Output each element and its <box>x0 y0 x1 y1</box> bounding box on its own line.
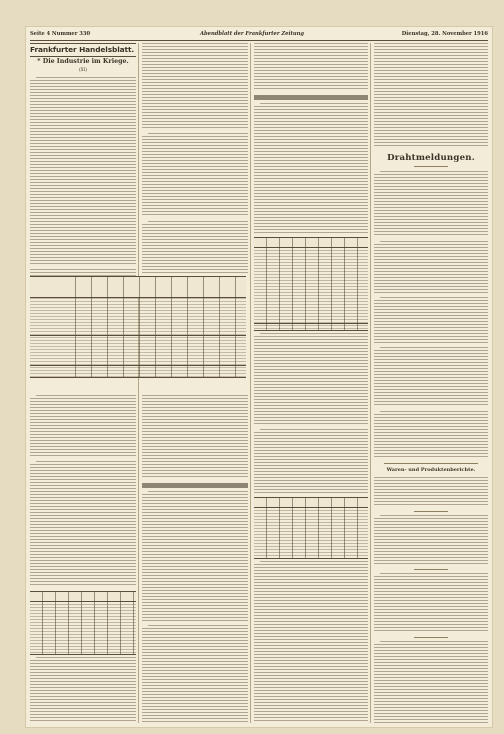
telegram-item <box>374 171 488 237</box>
market-report <box>374 515 488 565</box>
table-column-rules <box>254 238 368 330</box>
market-report <box>374 573 488 633</box>
notice-heading <box>142 483 248 488</box>
header-newspaper-name: Abendblatt der Frankfurter Zeitung <box>200 31 305 37</box>
table-column-rules <box>254 498 368 558</box>
column-rule <box>250 43 251 723</box>
telegram-item <box>374 411 488 457</box>
column-3 <box>254 43 368 723</box>
table-sum-row <box>254 323 368 324</box>
paragraph <box>142 133 248 217</box>
paragraph <box>254 561 368 723</box>
article-subtitle: (XI) <box>79 67 87 72</box>
header-date: Dienstag, 28. November 1916 <box>401 31 488 37</box>
masthead-frankfurter-handelsblatt: Frankfurter Handelsblatt. <box>30 43 136 57</box>
table-column-rules <box>30 592 136 654</box>
paragraph <box>30 395 136 457</box>
telegram-item <box>374 241 488 293</box>
telegram-item <box>374 347 488 407</box>
subsection-separator <box>414 511 448 512</box>
section-separator <box>384 463 478 464</box>
paragraph <box>142 491 248 621</box>
paragraph-southern-pacific <box>30 461 136 587</box>
article-body <box>30 77 136 265</box>
newspaper-page <box>26 27 492 727</box>
section-waren-produktenberichte: Waren- und Produktenberichte. <box>386 467 476 473</box>
column-rule <box>370 43 371 723</box>
header-page-number: Seite 4 Nummer 330 <box>30 31 91 37</box>
paragraph <box>254 333 368 425</box>
paragraph <box>254 43 368 91</box>
paragraph <box>142 395 248 479</box>
telegram-item <box>374 297 488 343</box>
column-rule <box>138 43 139 723</box>
paragraph <box>142 221 248 273</box>
paragraph <box>142 625 248 723</box>
paragraph <box>254 429 368 493</box>
section-drahtmeldungen: Drahtmeldungen. <box>387 153 475 163</box>
subsection-separator <box>414 569 448 570</box>
paragraph <box>254 103 368 233</box>
railway-earnings-table <box>30 591 136 655</box>
notice-heading <box>254 95 368 100</box>
paragraph <box>142 43 248 129</box>
market-report <box>374 477 488 507</box>
market-report <box>374 641 488 723</box>
column-2-lower <box>142 395 248 723</box>
paragraph <box>30 657 136 723</box>
article-title: * Die Industrie im Kriege. <box>37 58 129 65</box>
section-underline <box>414 166 448 167</box>
page-header <box>30 29 488 41</box>
paragraph <box>374 43 488 147</box>
company-balance-table <box>254 237 368 331</box>
column-1-lower <box>30 395 136 723</box>
subsection-separator <box>414 637 448 638</box>
dividend-table <box>254 497 368 559</box>
column-4 <box>374 43 488 723</box>
